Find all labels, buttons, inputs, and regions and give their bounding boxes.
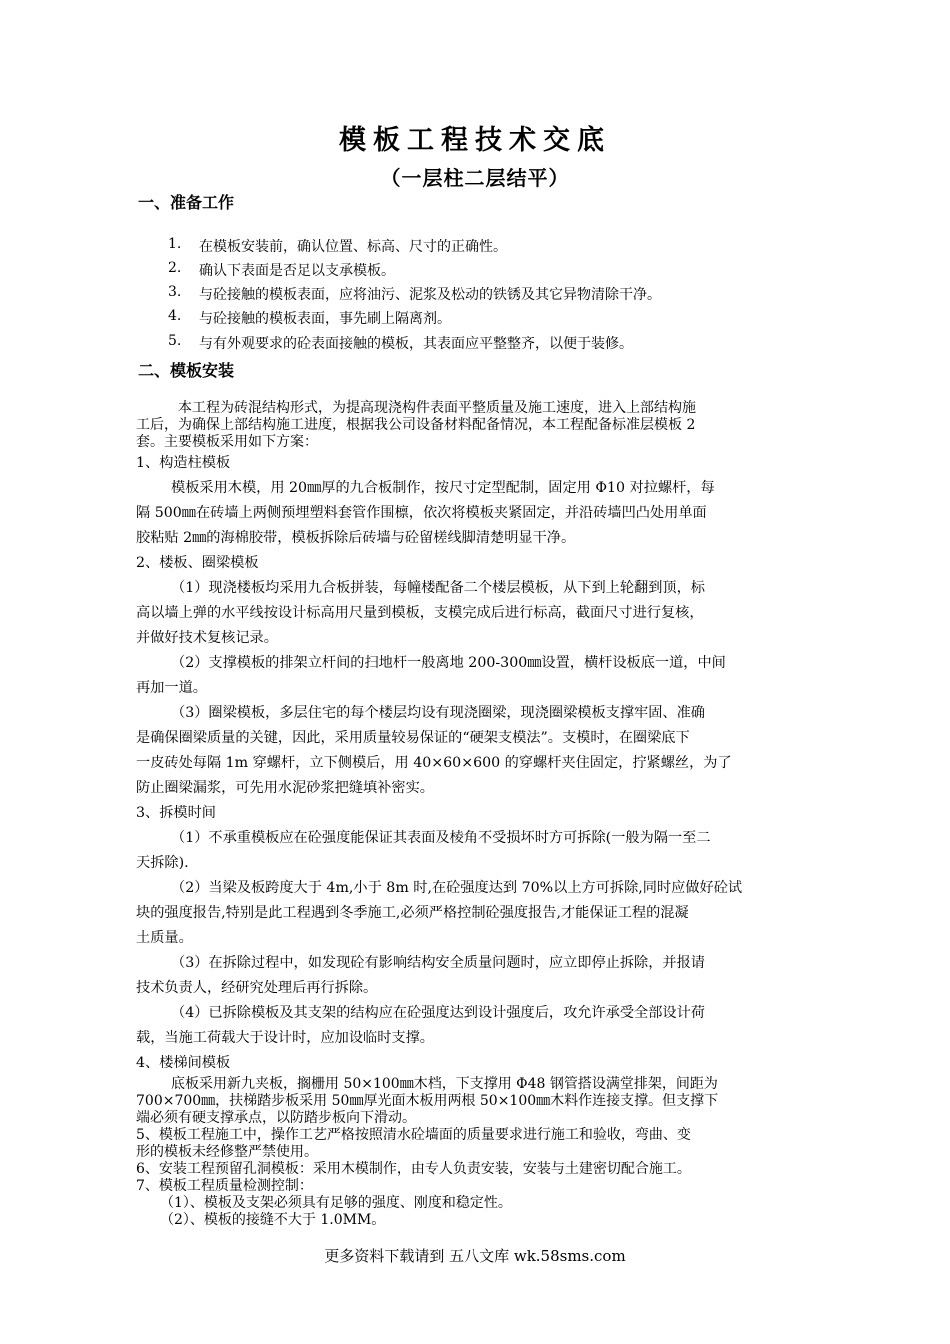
paragraph-line: 胶粘贴 2㎜的海棉胶带，模板拆除后砖墙与砼留槎线脚清楚明显干净。 bbox=[136, 530, 576, 546]
paragraph-line: 模板采用木模，用 20㎜厚的九合板制作，按尺寸定型配制，固定用 Φ10 对拉螺杆，每 bbox=[171, 480, 715, 496]
paragraph-line: 再加一道。 bbox=[136, 680, 207, 696]
paragraph-line: （3）在拆除过程中，如发现砼有影响结构安全质量问题时，应立即停止拆除，并报请 bbox=[171, 955, 705, 971]
paragraph-line: 是确保圈梁质量的关键，因此，采用质量较易保证的“硬架支模法”。支模时，在圈梁底下 bbox=[136, 730, 690, 746]
paragraph-line: 块的强度报告,特别是此工程遇到冬季施工,必须严格控制砼强度报告,才能保证工程的混凝 bbox=[136, 905, 689, 921]
list-item: 确认下表面是否足以支承模板。 bbox=[199, 263, 395, 279]
paragraph-line: （2）支撑模板的排架立杆间的扫地杆一般离地 200-300㎜设置，横杆设板底一道，中间 bbox=[171, 655, 726, 671]
subsection-heading-quality-control: 7、模板工程质量检测控制： bbox=[136, 1178, 313, 1194]
list-item: （2）、模板的接缝不大于 1.0MM。 bbox=[160, 1212, 386, 1228]
subsection-heading-slab-formwork: 2、楼板、圈梁模板 bbox=[136, 555, 259, 571]
paragraph-line: 底板采用新九夹板，搁栅用 50×100㎜木档，下支撑用 Φ48 钢管搭设满堂排架，间距为 bbox=[171, 1076, 718, 1092]
intro-line: 套。主要模板采用如下方案： bbox=[136, 434, 318, 450]
paragraph-line: 高以墙上弹的水平线按设计标高用尺量到模板，支模完成后进行标高，截面尺寸进行复核， bbox=[136, 605, 704, 621]
intro-line: 本工程为砖混结构形式，为提高现浇构件表面平整质量及施工速度，进入上部结构施 bbox=[178, 400, 696, 416]
paragraph-line: 端必须有硬支撑承点，以防踏步板向下滑动。 bbox=[136, 1110, 416, 1126]
paragraph-line: （1）不承重模板应在砼强度能保证其表面及棱角不受损坏时方可拆除(一般为隔一至二 bbox=[171, 830, 711, 846]
subsection-heading-stair-formwork: 4、楼梯间模板 bbox=[136, 1055, 231, 1071]
paragraph-line: 一皮砖处每隔 1m 穿螺杆，立下侧模后，用 40×60×600 的穿螺杆夹住固定，拧紧螺丝，为了 bbox=[136, 755, 732, 771]
list-item: 与有外观要求的砼表面接触的模板，其表面应平整整齐，以便于装修。 bbox=[199, 336, 633, 352]
paragraph-line: 天拆除). bbox=[136, 855, 189, 871]
subsection-heading-column-formwork: 1、构造柱模板 bbox=[136, 455, 231, 471]
subsection-heading-removal-time: 3、拆模时间 bbox=[136, 805, 216, 821]
section-heading-preparation: 一、准备工作 bbox=[138, 193, 235, 212]
list-item: 与砼接触的模板表面，应将油污、泥浆及松动的铁锈及其它异物清除干净。 bbox=[199, 287, 661, 303]
paragraph-line: 载，当施工荷载大于设计时，应加设临时支撑。 bbox=[136, 1030, 434, 1046]
paragraph-line: 6、安装工程预留孔洞模板：采用木模制作，由专人负责安装，安装与土建密切配合施工。 bbox=[136, 1161, 691, 1177]
paragraph-line: （4）已拆除模板及其支架的结构应在砼强度达到设计强度后，攻允许承受全部设计荷 bbox=[171, 1005, 705, 1021]
paragraph-line: 隔 500㎜在砖墙上两侧预埋塑料套管作围檩，依次将模板夹紧固定，并沿砖墙凹凸处用单面 bbox=[136, 505, 707, 521]
paragraph-line: 形的模板未经修整严禁使用。 bbox=[136, 1144, 318, 1160]
paragraph-line: 土质量。 bbox=[136, 930, 193, 946]
paragraph-line: 技术负责人，经研究处理后再行拆除。 bbox=[136, 980, 378, 996]
paragraph-line: 并做好技术复核记录。 bbox=[136, 630, 278, 646]
page-subtitle: （一层柱二层结平） bbox=[380, 166, 570, 190]
list-item-number: 5. bbox=[168, 333, 182, 349]
list-item-number: 2. bbox=[168, 260, 182, 276]
intro-line: 工后，为确保上部结构施工进度，根据我公司设备材料配备情况，本工程配备标准层模板 2 bbox=[136, 417, 696, 433]
list-item: （1）、模板及支架必须具有足够的强度、刚度和稳定性。 bbox=[160, 1195, 512, 1211]
list-item-number: 4. bbox=[168, 308, 182, 324]
paragraph-line: （3）圈梁模板，多层住宅的每个楼层均设有现浇圈梁，现浇圈梁模板支撑牢固、准确 bbox=[171, 705, 705, 721]
list-item: 与砼接触的模板表面，事先刷上隔离剂。 bbox=[199, 311, 451, 327]
list-item: 在模板安装前，确认位置、标高、尺寸的正确性。 bbox=[199, 239, 507, 255]
paragraph-line: 5、模板工程施工中，操作工艺严格按照清水砼墙面的质量要求进行施工和验收，弯曲、变 bbox=[136, 1127, 691, 1143]
page-title: 模板工程技术交底 bbox=[339, 125, 611, 156]
paragraph-line: 防止圈梁漏浆，可先用水泥砂浆把缝填补密实。 bbox=[136, 780, 434, 796]
list-item-number: 1. bbox=[168, 236, 182, 252]
section-heading-installation: 二、模板安装 bbox=[138, 361, 235, 380]
footer-note: 更多资料下载请到 五八文库 wk.58sms.com bbox=[324, 1247, 626, 1265]
paragraph-line: （1）现浇楼板均采用九合板拼装，每幢楼配备二个楼层模板，从下到上轮翻到顶，标 bbox=[171, 580, 705, 596]
list-item-number: 3. bbox=[168, 284, 182, 300]
paragraph-line: 700×700㎜，扶梯踏步板采用 50㎜厚光面木板用两根 50×100㎜木料作连接支撑。但支撑下 bbox=[136, 1093, 719, 1109]
paragraph-line: （2）当梁及板跨度大于 4m,小于 8m 时,在砼强度达到 70%以上方可拆除,同时应做好砼试 bbox=[171, 880, 743, 896]
